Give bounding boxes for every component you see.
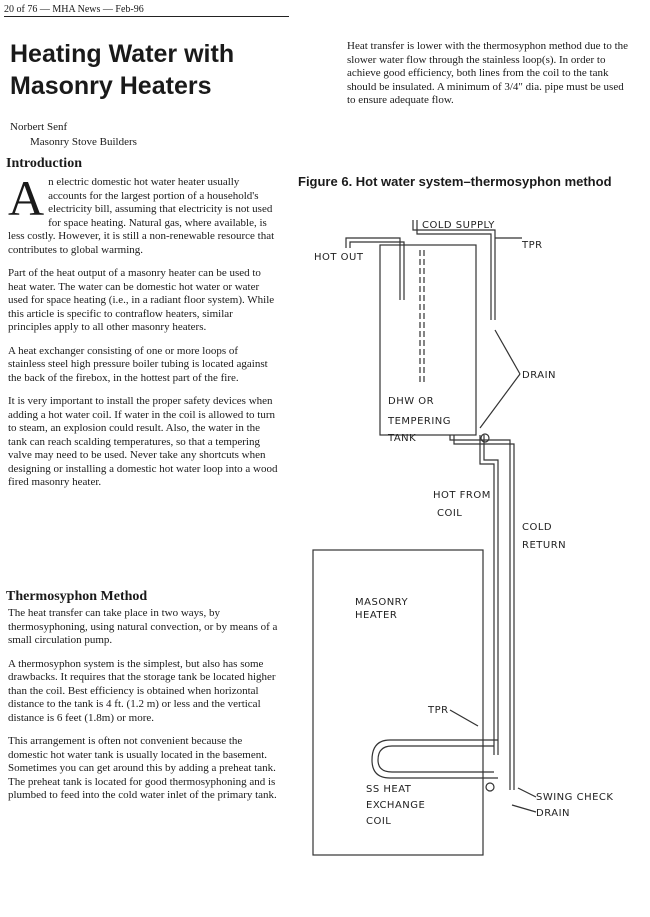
hot-out-pipe-inner: [350, 242, 404, 300]
hot-out-pipe: [346, 238, 400, 300]
label-swing-check: SWING CHECK: [536, 792, 614, 803]
label-tpr-top: TPR: [522, 240, 543, 251]
tpr-coil-arrow: [450, 710, 478, 726]
drain-arrow-2: [495, 330, 520, 374]
drop-cap: A: [8, 170, 45, 226]
right-paragraph-1: Heat transfer is lower with the thermosyphon method due to the slower water flow through the stainless loop(s). In order to achieve good efficiency, both lines from the coil to the tank should be insulated. A minimum of 3/4" dia. pipe must be used to ensure adequate flow.: [347, 40, 629, 106]
label-tank-2: TEMPERING: [388, 416, 452, 427]
thermo-paragraph-2: A thermosyphon system is the simplest, but also has some drawbacks. It requires that the storage tank be located higher than the coil. Best efficiency is obtained when horizontal distance to the tank is 4 ft. (1.2 m) or less and the vertical distance is 6 feet (1.8m) or more.: [8, 657, 276, 724]
hot-from-coil-pipe-inner: [480, 435, 494, 755]
intro-paragraph-2: Part of the heat output of a masonry heater can be used to heat water. The water can be domestic hot water or water used for space heating (i.e., in a radiant floor system). While this article is specific to contraflow heaters, similar principles apply to all other masonry heaters.: [8, 267, 275, 333]
label-heater-2: HEATER: [355, 610, 398, 621]
label-coil-3: COIL: [366, 816, 392, 827]
thermo-paragraph-3: This arrangement is often not convenient because the domestic hot water tank is usually located in the basement. Sometimes you can get around this by adding a preheat tank. The preheat tank is located for good thermosyphoning and is plumbed to feed into the cold water inlet of the primary tank.: [8, 735, 277, 801]
label-hot-out: HOT OUT: [314, 252, 364, 263]
left-column-thermosyphon: [8, 607, 278, 813]
intro-paragraph-1: An electric domestic hot water heater usually accounts for the largest portion of a household's electricity bill, assuming that electricity is not used for space heating. Natural gas, where available, is less costly. However, it is still a non-renewable resource that contributes to global warming.: [8, 170, 275, 256]
label-hot-from-1: HOT FROM: [433, 490, 491, 501]
label-tpr-coil: TPR: [428, 705, 449, 716]
thermosyphon-diagram: [300, 200, 640, 860]
hot-from-coil-pipe: [484, 435, 498, 755]
drain-bottom-arrow: [512, 805, 536, 812]
section-heading-thermosyphon: Thermosyphon Method: [6, 589, 148, 604]
left-column-intro: [8, 170, 278, 500]
label-drain-mid: DRAIN: [522, 370, 557, 381]
intro-paragraph-3: A heat exchanger consisting of one or more loops of stainless steel high pressure boiler tubing is located against the back of the firebox, in the hottest part of the fire.: [8, 344, 268, 384]
intro-paragraph-4: It is very important to install the proper safety devices when adding a hot water coil. If water in the coil is allowed to turn to steam, an explosion could result. Also, the water in the tank can reach scalding temperatures, so that a tempering valve may need to be used. Never take any shortcuts when designing or installing a domestic hot water loop into a wood fired masonry heater.: [8, 395, 278, 488]
label-cold-return-1: COLD: [522, 522, 553, 533]
drain-arrow-1: [480, 374, 520, 428]
right-column-text: [347, 40, 632, 118]
author-name: Norbert Senf: [10, 121, 68, 133]
label-cold-return-2: RETURN: [522, 540, 567, 551]
header-rule: [4, 16, 289, 17]
label-heater-1: MASONRY: [355, 597, 409, 608]
label-tank-3: TANK: [388, 433, 417, 444]
figure-title: Figure 6. Hot water system–thermosyphon method: [298, 174, 612, 189]
label-coil-1: SS HEAT: [366, 784, 412, 795]
label-hot-from-2: COIL: [437, 508, 463, 519]
thermo-paragraph-1: The heat transfer can take place in two ways, by thermosyphoning, using natural convection, or by means of a small circulation pump.: [8, 607, 278, 646]
swing-check-valve: [486, 783, 494, 791]
cold-return-pipe: [450, 435, 510, 790]
author-affiliation: Masonry Stove Builders: [30, 136, 137, 148]
label-tank-1: DHW OR: [388, 396, 435, 407]
page-header: 20 of 76 — MHA News — Feb-96: [4, 4, 144, 15]
cold-supply-pipe: [413, 220, 495, 320]
article-title: Heating Water with Masonry Heaters: [10, 40, 235, 100]
label-drain-bottom: DRAIN: [536, 808, 571, 819]
cold-return-pipe-inner: [454, 435, 514, 790]
swing-check-arrow: [518, 788, 536, 797]
heat-exchange-coil-inner: [378, 746, 494, 772]
label-coil-2: EXCHANGE: [366, 800, 426, 811]
tank-valve: [481, 434, 489, 442]
section-heading-introduction: Introduction: [6, 156, 82, 171]
cold-supply-pipe-inner: [417, 220, 491, 320]
label-cold-supply: COLD SUPPLY: [422, 220, 495, 231]
